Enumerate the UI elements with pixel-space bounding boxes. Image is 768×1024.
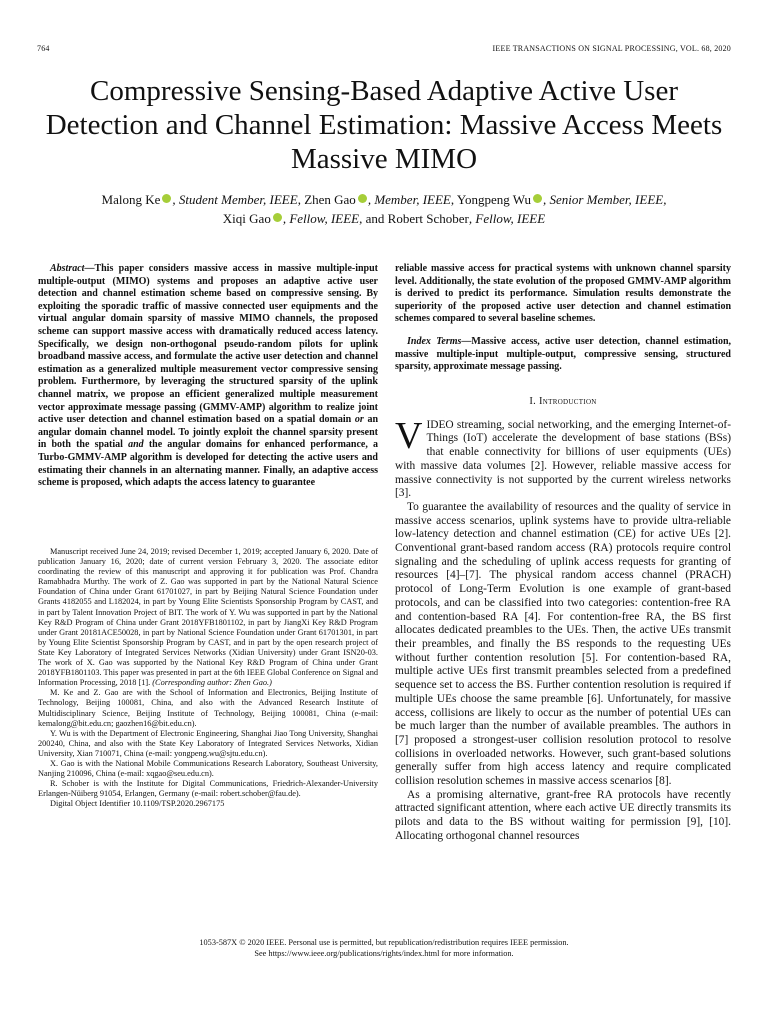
author-name: , Yongpeng Wu (450, 192, 531, 207)
paper-title: Compressive Sensing-Based Adaptive Active User Detection and Channel Estimation: Massive Access Meets Massive MIMO (45, 75, 723, 175)
abstract-text: an angular domain channel model. To jointly exploit the channel sparsity present in both the spatial (38, 414, 379, 451)
section-number: I. (529, 395, 539, 407)
author-affiliation: , Fellow, IEEE (282, 211, 360, 226)
running-header: IEEE TRANSACTIONS ON SIGNAL PROCESSING, VOL. 68, 2020 (492, 44, 731, 53)
footnotes (38, 547, 378, 809)
intro-paragraph (395, 414, 731, 501)
author-name: , and Robert Schober (359, 211, 469, 226)
paragraph-text: IDEO streaming, social networking, and the emerging Internet-of-Things (IoT) accelerate the development of base stations (BSs) that enable connectivity for billions of user equipments (UEs) with massive data volumes [2]. However, reliable massive access for massive connectivity is not supported by the current wireless networks [3]. (395, 418, 731, 500)
footnote-received (38, 547, 378, 688)
abstract-emphasis: or (354, 414, 364, 426)
abstract-continuation: reliable massive access for practical systems with unknown channel sparsity level. Additionally, the state evolution of the proposed GMMV-AMP algorithm is derived to predict its performance. Simulation results demonstrate the superiority of the proposed active user detection and channel estimation schemes compared to several baseline schemes. (395, 263, 731, 325)
index-terms (395, 336, 731, 374)
author-list (40, 190, 728, 228)
abstract-text: the angular domains for enhanced performance, a Turbo-GMMV-AMP algorithm is developed for detecting the active users and estimating their channels in an alternating manner. Finally, an adaptive access scheme is proposed, which adapts the access latency to guarantee (38, 439, 378, 489)
author-name: Malong Ke (101, 192, 161, 207)
author-affiliation: , Fellow, IEEE (468, 211, 546, 226)
author-affiliation: , Member, IEEE (367, 192, 451, 207)
abstract (38, 263, 378, 490)
index-terms-label: Index Terms (407, 335, 462, 347)
author-affiliation: , Senior Member, IEEE, (542, 192, 667, 207)
abstract-label: Abstract (50, 263, 85, 274)
copyright-footer (40, 938, 728, 959)
orcid-icon[interactable] (162, 194, 171, 203)
right-column (395, 263, 731, 844)
index-terms-text: —Massive access, active user detection, channel estimation, massive multiple-input multiple-output, compressive sensing, structured sparsity, approximate message passing. (395, 335, 731, 373)
orcid-icon[interactable] (273, 213, 282, 222)
abstract-text: —This paper considers massive access in massive multiple-input multiple-output (MIMO) systems and proposes an adaptive active user detection and channel estimation scheme based on compressive sensing. By exploiting the sporadic traffic of massive connected user equipments and the virtual angular domain sparsity of massive MIMO channels, the proposed scheme can support massive access with dramatically reduced access latency. Specifically, we design non-orthogonal pseudo-random pilots for uplink broadband massive access, and formulate the active user detection and channel estimation as a generalized multiple measurement vector compressive sensing problem. Furthermore, by leveraging the structured sparsity of the uplink channel matrix, we propose an efficient generalized multiple measurement vector approximate message passing (GMMV-AMP) algorithm to realize joint active user detection and channel estimation based on a spatial domain (38, 263, 378, 426)
left-column (38, 263, 378, 490)
section-title: Introduction (539, 395, 597, 407)
author-name: , Zhen Gao (297, 192, 356, 207)
corresponding-author: (Corresponding author: Zhen Gao.) (152, 678, 272, 688)
author-name: Xiqi Gao (222, 211, 271, 226)
copyright-line: 1053-587X © 2020 IEEE. Personal use is permitted, but republication/redistribution requires IEEE permission. (199, 938, 569, 947)
doi: Digital Object Identifier 10.1109/TSP.2020.2967175 (50, 799, 225, 809)
abstract-emphasis: and (128, 439, 144, 451)
footnote-affiliation: R. Schober is with the Institute for Digital Communications, Friedrich-Alexander-University Erlangen-Nüiberg 91054, Erlangen, Germany (e-mail: robert.schober@fau.de). (38, 779, 378, 799)
orcid-icon[interactable] (358, 194, 367, 203)
footnote-text: Manuscript received June 24, 2019; revised December 1, 2019; accepted January 6, 2020. Date of publication January 16, 2020; date of current version February 3, 2020. The associate editor coordinating the review of this manuscript and approving it for publication was Prof. Chandra Ramabhadra Murthy. The work of Z. Gao was supported in part by the National Natural Science Foundation of China under Grant 61701027, in part by Beijing Natural Science Foundation under Grants 4182055 and L182024, in part by Young Elite Scientists Sponsorship Program by CAST, and in part by Talent Innovation Project of BIT. The work of Y. Wu was supported in part by the National Key R&D Program of China under Grant 2018YFB1801102, in part by JiangXi Key R&D Program under Grant 20181ACE50028, in part by National Science Foundation under Grant 61701301, in part by Young Elite Scientist Sponsorship Program by CAST, and in part by the open research project of State Key Laboratory of Integrated Services Networks (Xidian University) under Grant ISN20-03. The work of X. Gao was supported by the National Key R&D Program of China under Grant 2018YFB1801103. This paper was presented in part at the 6th IEEE Global Conference on Signal and Information Processing, 2018 [1]. (38, 547, 378, 688)
footnote-affiliation: M. Ke and Z. Gao are with the School of Information and Electronics, Beijing Institute of Technology, Beijing 100081, China, and also with the Advanced Research Institute of Multidisciplinary Science, Beijing Institute of Technology, Beijing 100081, China (e-mail: kemalong@bit.edu.cn; gaozhen16@bit.edu.cn). (38, 688, 378, 728)
intro-paragraph: To guarantee the availability of resources and the quality of service in massive access scenarios, uplink systems have to provide ultra-reliable low-latency detection and channel estimation (CE) for active UEs [2]. Conventional grant-based random access (RA) protocols require control signaling and the scheduling of uplink access requests for granting of resources [4]–[7]. The physical random access channel (PRACH) protocol of Long-Term Evolution is one example of grant-based protocols, and can be classified into two categories: contention-free RA and contention-based RA [4]. For contention-free RA, the BS first allocates dedicated preambles to the UEs. Then, the active UEs transmit their preambles, and finally the BS responds to the requesting UEs without further contention resolution [5]. For contention-based RA, multiple active UEs first transmit preambles selected from a predefined sequence set to access the BS. Further contention resolution is required if multiple UEs choose the same preamble [6]. Unfortunately, for massive access, collisions are likely to occur as the number of potential UEs can be much larger than the number of available preambles. The authors in [7] proposed a strongest-user collision resolution protocol to resolve collisions in overloaded networks. However, such grant-based solutions generally suffer from high access latency and require complicated collision resolution schemes in massive access scenarios [8]. (395, 500, 731, 788)
orcid-icon[interactable] (533, 194, 542, 203)
drop-cap: V (395, 414, 423, 457)
page-number: 764 (37, 44, 50, 53)
footnote-affiliation: Y. Wu is with the Department of Electronic Engineering, Shanghai Jiao Tong University, Shanghai 200240, China, and also with the State Key Laboratory of Integrated Services Networks, Xidian University, Xian 710071, China (e-mail: yongpeng.wu@sjtu.edu.cn). (38, 728, 378, 758)
author-affiliation: , Student Member, IEEE (172, 192, 298, 207)
rights-link[interactable]: See https://www.ieee.org/publications/rights/index.html for more information. (254, 948, 514, 958)
section-heading (395, 396, 731, 407)
intro-paragraph: As a promising alternative, grant-free RA protocols have recently attracted significant attention, where each active UE directly transmits its pilots and data to the BS without waiting for permission [9], [10]. Allocating orthogonal channel resources (395, 788, 731, 842)
footnote-affiliation: X. Gao is with the National Mobile Communications Research Laboratory, Southeast University, Nanjing 210096, China (e-mail: xqgao@seu.edu.cn). (38, 758, 378, 779)
